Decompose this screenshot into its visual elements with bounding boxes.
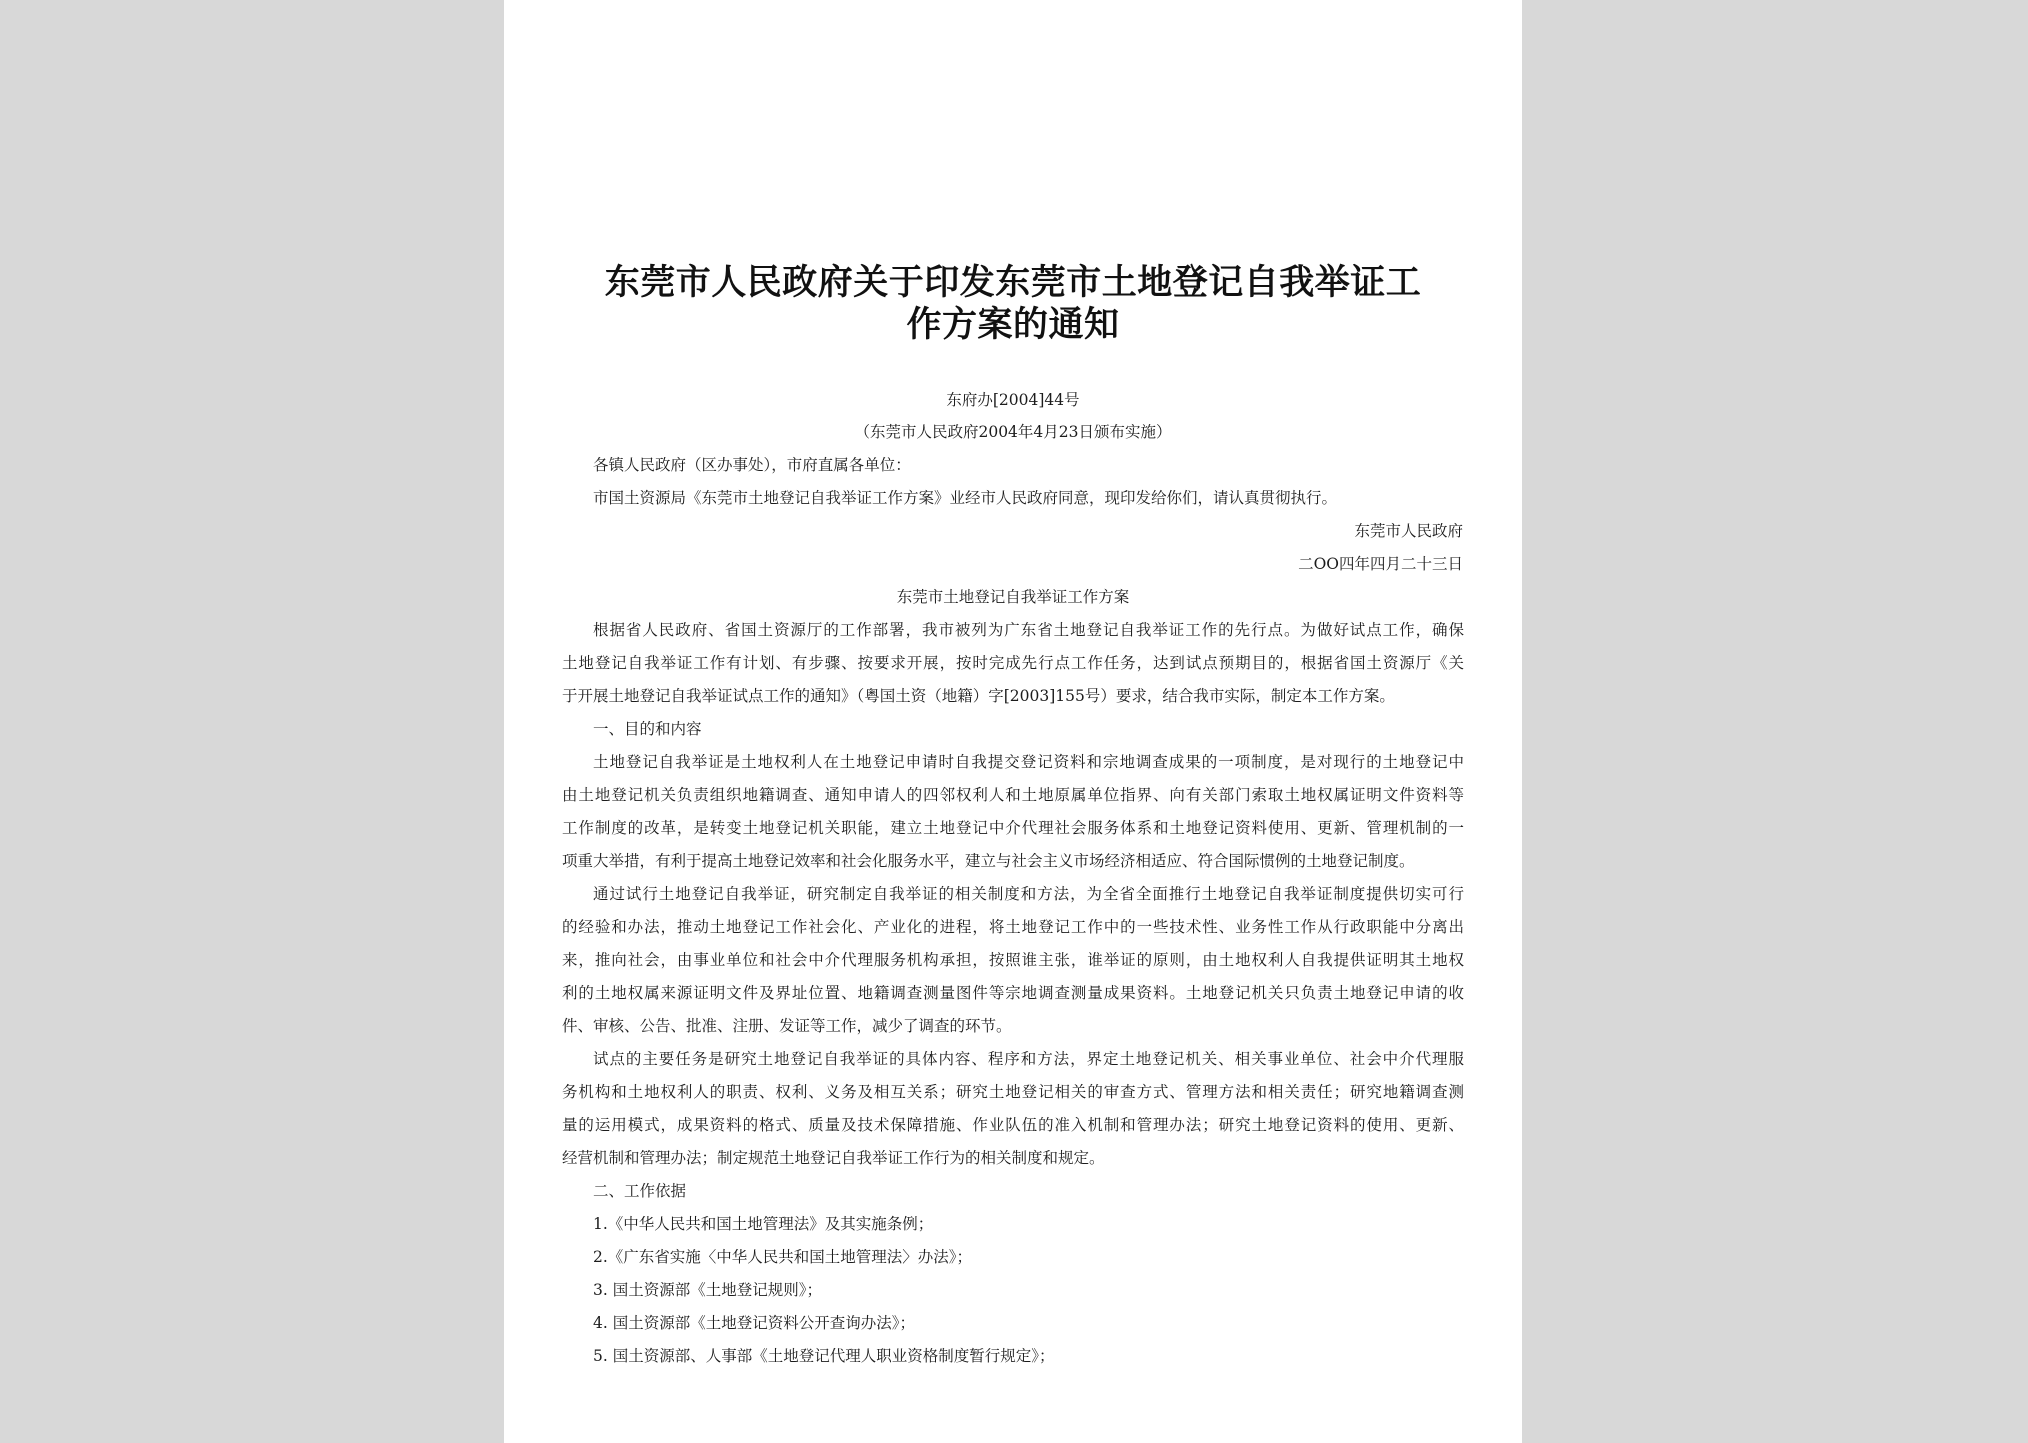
issue-note: （东莞市人民政府2004年4月23日颁布实施） xyxy=(854,423,1172,441)
paragraph-line: 试点的主要任务是研究土地登记自我举证的具体内容、程序和方法，界定土地登记机关、相关事业单位、社会中介代理服 xyxy=(593,1050,1464,1068)
paragraph-line: 根据省人民政府、省国土资源厅的工作部署，我市被列为广东省土地登记自我举证工作的先行点。为做好试点工作，确保 xyxy=(593,621,1464,639)
paragraph-line: 土地登记自我举证工作有计划、有步骤、按要求开展，按时完成先行点工作任务，达到试点预期目的，根据省国土资源厅《关 xyxy=(562,654,1464,672)
section-heading: 二、工作依据 xyxy=(593,1182,687,1200)
paragraph-line: 于开展土地登记自我举证试点工作的通知》（粤国土资（地籍）字[2003]155号）要求，结合我市实际，制定本工作方案。 xyxy=(562,687,1395,705)
title-line: 东莞市人民政府关于印发东莞市土地登记自我举证工 xyxy=(604,263,1422,303)
paragraph-line: 项重大举措，有利于提高土地登记效率和社会化服务水平，建立与社会主义市场经济相适应、符合国际惯例的土地登记制度。 xyxy=(562,852,1415,870)
basis-item: 4. 国土资源部《土地登记资料公开查询办法》； xyxy=(593,1314,915,1332)
document-number: 东府办[2004]44号 xyxy=(946,391,1080,409)
attachment-title: 东莞市土地登记自我举证工作方案 xyxy=(896,588,1130,606)
sign-date: 二OO四年四月二十三日 xyxy=(1298,555,1463,573)
basis-item: 1.《中华人民共和国土地管理法》及其实施条例； xyxy=(593,1215,934,1233)
basis-item: 3. 国土资源部《土地登记规则》； xyxy=(593,1281,822,1299)
paragraph-line: 经营机制和管理办法；制定规范土地登记自我举证工作行为的相关制度和规定。 xyxy=(562,1149,1105,1167)
paragraph-line: 的经验和办法，推动土地登记工作社会化、产业化的进程，将土地登记工作中的一些技术性、业务性工作从行政职能中分离出 xyxy=(562,918,1464,936)
basis-item: 2.《广东省实施〈中华人民共和国土地管理法〉办法》； xyxy=(593,1248,973,1266)
document-page xyxy=(504,0,1522,1443)
paragraph-line: 通过试行土地登记自我举证，研究制定自我举证的相关制度和方法，为全省全面推行土地登记自我举证制度提供切实可行 xyxy=(593,885,1464,903)
paragraph-line: 务机构和土地权利人的职责、权利、义务及相互关系；研究土地登记相关的审查方式、管理方法和相关责任；研究地籍调查测 xyxy=(562,1083,1464,1101)
notice-body: 市国土资源局《东莞市土地登记自我举证工作方案》业经市人民政府同意，现印发给你们，请认真贯彻执行。 xyxy=(593,489,1338,507)
title-line: 作方案的通知 xyxy=(906,305,1120,345)
paragraph-line: 工作制度的改革，是转变土地登记机关职能，建立土地登记中介代理社会服务体系和土地登记资料使用、更新、管理机制的一 xyxy=(562,819,1464,837)
addressee: 各镇人民政府（区办事处），市府直属各单位： xyxy=(593,456,911,474)
paragraph-line: 利的土地权属来源证明文件及界址位置、地籍调查测量图件等宗地调查测量成果资料。土地登记机关只负责土地登记申请的收 xyxy=(562,984,1464,1002)
document-title xyxy=(584,262,1442,346)
paragraph-line: 量的运用模式，成果资料的格式、质量及技术保障措施、作业队伍的准入机制和管理办法；研究土地登记资料的使用、更新、 xyxy=(562,1116,1464,1134)
paragraph-line: 来，推向社会，由事业单位和社会中介代理服务机构承担，按照谁主张，谁举证的原则，由土地权利人自我提供证明其土地权 xyxy=(562,951,1464,969)
signatory: 东莞市人民政府 xyxy=(1354,522,1463,540)
basis-item: 5. 国土资源部、人事部《土地登记代理人职业资格制度暂行规定》； xyxy=(593,1347,1055,1365)
paragraph-line: 土地登记自我举证是土地权利人在土地登记申请时自我提交登记资料和宗地调查成果的一项制度，是对现行的土地登记中 xyxy=(593,753,1464,771)
paragraph-line: 件、审核、公告、批准、注册、发证等工作，减少了调查的环节。 xyxy=(562,1017,1012,1035)
paragraph-line: 由土地登记机关负责组织地籍调查、通知申请人的四邻权利人和土地原属单位指界、向有关部门索取土地权属证明文件资料等 xyxy=(562,786,1464,804)
section-heading: 一、目的和内容 xyxy=(593,720,702,738)
